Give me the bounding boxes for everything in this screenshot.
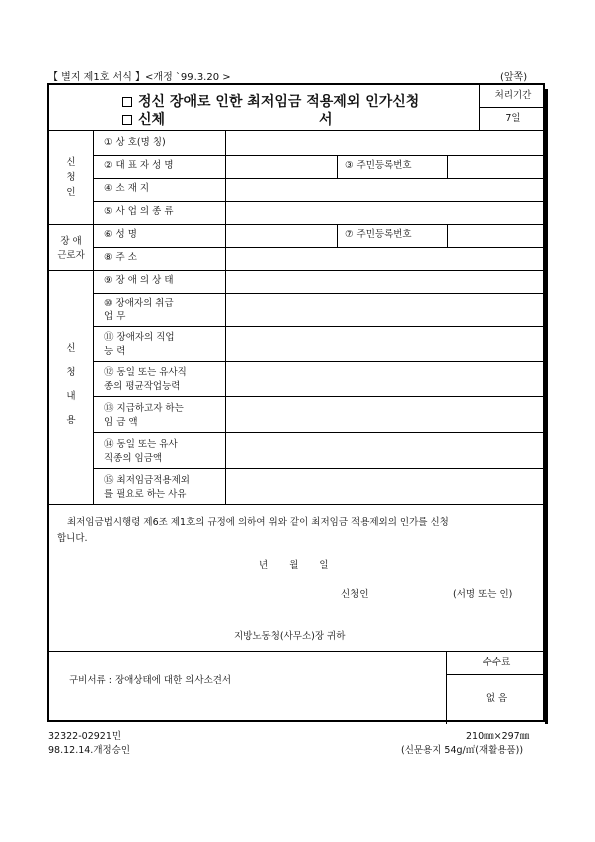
statement-line-1: 최저임금법시행령 제6조 제1호의 규정에 의하여 위와 같이 최저임금 적용제외의 인가를 신청 <box>67 517 449 528</box>
section-application-content: 신 청 내 용 <box>66 343 76 426</box>
field-similar-wage-line-1: ⑭ 동일 또는 유사 <box>104 439 178 450</box>
field-ability-line-1: ⑪ 장애자의 직업 <box>104 332 175 343</box>
field-ability-line-2: 능 력 <box>104 346 126 357</box>
field-worker-address: ⑧ 주 소 <box>104 252 137 263</box>
field-reason-line-1: ⑮ 최저임금적용제외 <box>104 475 190 486</box>
signature-note: (서명 또는 인) <box>453 589 513 600</box>
fee-label: 수수료 <box>482 657 511 668</box>
field-duties-line-2: 업 무 <box>104 311 126 322</box>
fee-value: 없 음 <box>485 693 508 704</box>
application-form <box>47 83 545 722</box>
applicant-signature-label: 신청인 <box>341 589 369 600</box>
form-number: 【 별지 제1호 서식 】<개정 `99.3.20 > <box>48 72 231 83</box>
field-resident-number-1: ③ 주민등록번호 <box>345 160 412 171</box>
approval-date: 98.12.14.개정승인 <box>48 745 131 756</box>
page-side-label: (앞쪽) <box>500 72 528 83</box>
field-location: ④ 소 재 지 <box>104 183 150 194</box>
field-disability-status: ⑨ 장 애 의 상 태 <box>104 275 174 286</box>
required-documents: 구비서류 : 장애상태에 대한 의사소견서 <box>69 675 232 686</box>
title-line-2: 신체 <box>122 111 165 130</box>
field-duties-line-1: ⑩ 장애자의 취급 <box>104 298 174 309</box>
field-worker-name: ⑥ 성 명 <box>104 229 137 240</box>
field-similar-wage-line-2: 직종의 임금액 <box>104 453 163 464</box>
processing-period-value: 7일 <box>505 113 521 124</box>
field-business-name: ① 상 호(명 칭) <box>104 137 166 148</box>
title-line-1: 정신 장애로 인한 최저임금 적용제외 인가신청 <box>122 93 419 112</box>
section-disabled-worker: 장 애 근로자 <box>57 236 85 261</box>
field-wage-line-2: 임 금 액 <box>104 417 138 428</box>
date-field: 년 월 일 <box>259 560 329 571</box>
field-wage-line-1: ⑬ 지급하고자 하는 <box>104 403 184 414</box>
field-representative: ② 대 표 자 성 명 <box>104 160 174 171</box>
field-resident-number-2: ⑦ 주민등록번호 <box>345 229 412 240</box>
statement-line-2: 합니다. <box>57 533 88 544</box>
paper-size: 210㎜×297㎜ <box>466 731 530 742</box>
section-applicant: 신 청 인 <box>66 157 76 198</box>
recipient: 지방노동청(사무소)장 귀하 <box>234 631 346 642</box>
checkbox-physical[interactable] <box>122 115 132 125</box>
field-reason-line-2: 를 필요로 하는 사유 <box>104 489 187 500</box>
paper-spec: (신문용지 54g/㎡(재활용품)) <box>401 745 524 756</box>
processing-period-label: 처리기간 <box>494 90 532 101</box>
checkbox-mental[interactable] <box>122 97 132 107</box>
field-average-line-1: ⑫ 동일 또는 유사직 <box>104 367 187 378</box>
field-average-line-2: 종의 평균작업능력 <box>104 381 181 392</box>
title-suffix: 서 <box>319 112 333 128</box>
field-business-type: ⑤ 사 업 의 종 류 <box>104 206 174 217</box>
form-code: 32322-02921민 <box>48 731 122 742</box>
